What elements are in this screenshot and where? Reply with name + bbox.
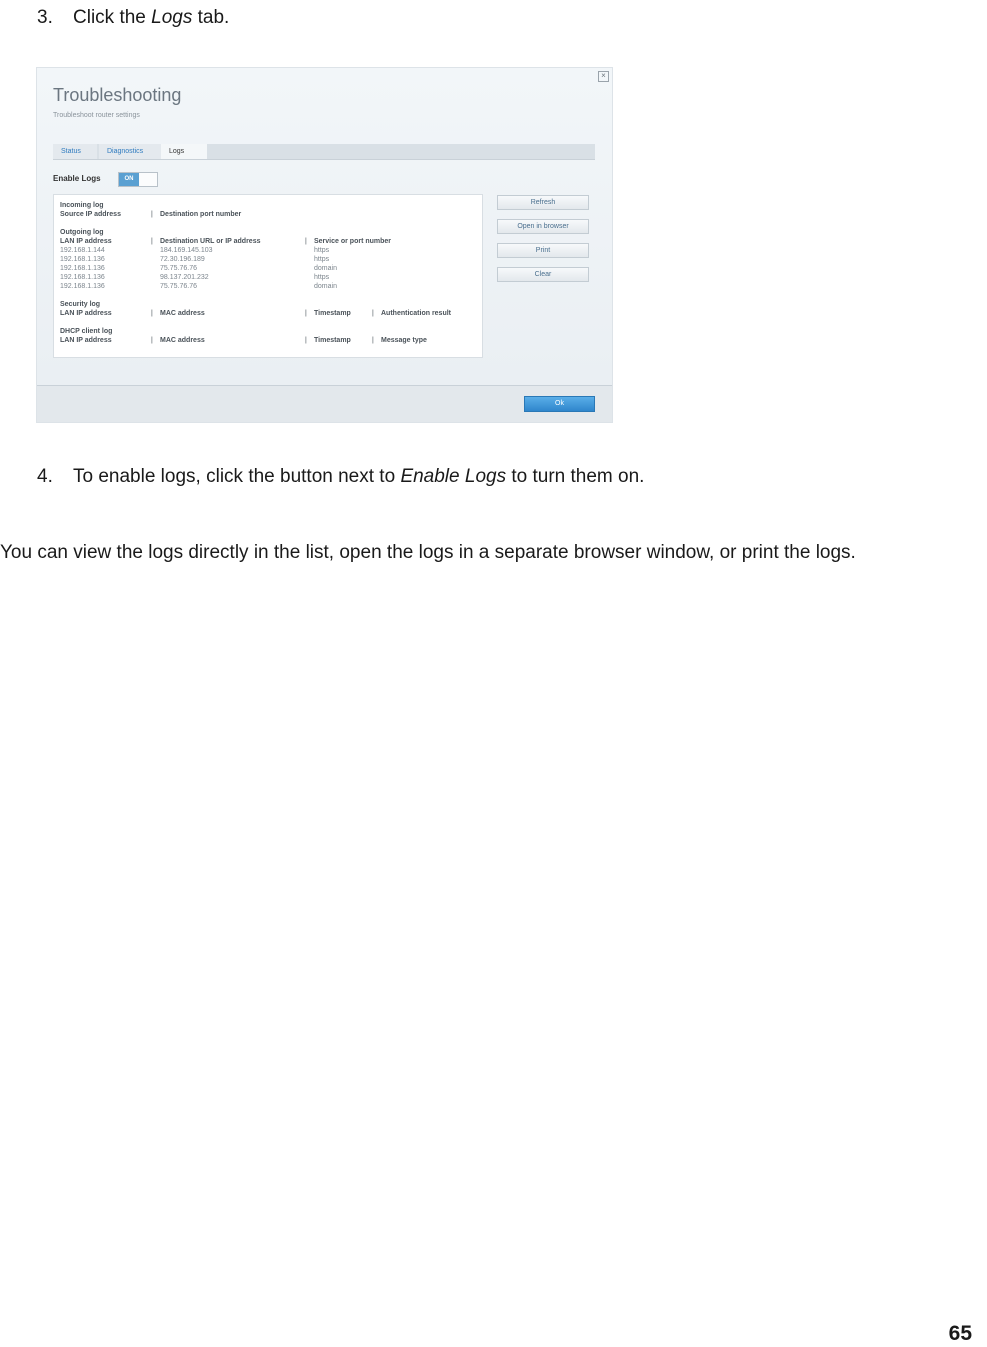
toggle-on-state: ON <box>119 173 139 186</box>
column-separator: | <box>151 211 153 218</box>
security-col-mac: MAC address <box>160 310 205 317</box>
outgoing-col-dest-url: Destination URL or IP address <box>160 238 261 245</box>
ok-button[interactable]: Ok <box>524 396 595 412</box>
row-destination: 184.169.145.103 <box>160 247 213 254</box>
outgoing-log-heading: Outgoing log <box>60 229 104 236</box>
step-emphasis: Enable Logs <box>400 466 507 487</box>
incoming-col-source: Source IP address <box>60 211 121 218</box>
step-number: 3. <box>37 7 53 28</box>
row-lan-ip: 192.168.1.136 <box>60 283 105 290</box>
security-log-heading: Security log <box>60 301 101 308</box>
dhcp-col-lan-ip: LAN IP address <box>60 337 112 344</box>
body-paragraph: You can view the logs directly in the list, open the logs in a separate browser window, or print the logs. <box>0 542 856 563</box>
enable-logs-label: Enable Logs <box>53 174 101 183</box>
dhcp-col-mac: MAC address <box>160 337 205 344</box>
tab-diagnostics[interactable]: Diagnostics <box>99 144 161 159</box>
incoming-log-heading: Incoming log <box>60 202 104 209</box>
tab-bar <box>53 144 595 160</box>
open-in-browser-button[interactable]: Open in browser <box>497 219 589 234</box>
dhcp-col-timestamp: Timestamp <box>314 337 351 344</box>
step-number: 4. <box>37 466 53 487</box>
row-service: domain <box>314 265 337 272</box>
incoming-col-dest-port: Destination port number <box>160 211 242 218</box>
row-service: https <box>314 247 330 254</box>
row-destination: 98.137.201.232 <box>160 274 209 281</box>
security-col-lan-ip: LAN IP address <box>60 310 112 317</box>
step-text-end: tab. <box>192 7 230 28</box>
step-text: To enable logs, click the button next to <box>73 466 401 487</box>
security-col-timestamp: Timestamp <box>314 310 351 317</box>
row-lan-ip: 192.168.1.136 <box>60 274 105 281</box>
dhcp-log-heading: DHCP client log <box>60 328 113 335</box>
column-separator: | <box>151 310 153 317</box>
step-4 <box>37 466 644 488</box>
step-text: Click the <box>73 7 152 28</box>
outgoing-col-service: Service or port number <box>314 238 392 245</box>
troubleshooting-screenshot <box>36 67 613 423</box>
column-separator: | <box>151 238 153 245</box>
clear-button[interactable]: Clear <box>497 267 589 282</box>
outgoing-col-lan-ip: LAN IP address <box>60 238 112 245</box>
close-icon[interactable]: × <box>598 71 609 82</box>
row-lan-ip: 192.168.1.136 <box>60 256 105 263</box>
dialog-subtitle: Troubleshoot router settings <box>53 112 140 119</box>
tab-status[interactable]: Status <box>53 144 97 159</box>
row-lan-ip: 192.168.1.144 <box>60 247 105 254</box>
tab-logs[interactable]: Logs <box>161 144 207 159</box>
column-separator: | <box>305 310 307 317</box>
row-lan-ip: 192.168.1.136 <box>60 265 105 272</box>
column-separator: | <box>305 238 307 245</box>
column-separator: | <box>372 310 374 317</box>
row-destination: 72.30.196.189 <box>160 256 205 263</box>
security-col-auth-result: Authentication result <box>381 310 452 317</box>
column-separator: | <box>372 337 374 344</box>
row-service: https <box>314 256 330 263</box>
row-destination: 75.75.76.76 <box>160 265 197 272</box>
enable-logs-toggle[interactable] <box>118 172 158 187</box>
column-separator: | <box>305 337 307 344</box>
log-list <box>53 194 483 358</box>
step-emphasis: Logs <box>151 7 193 28</box>
print-button[interactable]: Print <box>497 243 589 258</box>
page-number: 65 <box>948 1322 972 1345</box>
row-service: https <box>314 274 330 281</box>
refresh-button[interactable]: Refresh <box>497 195 589 210</box>
dhcp-col-message-type: Message type <box>381 337 427 344</box>
step-3 <box>37 7 229 29</box>
column-separator: | <box>151 337 153 344</box>
step-text-end: to turn them on. <box>506 466 645 487</box>
row-destination: 75.75.76.76 <box>160 283 197 290</box>
row-service: domain <box>314 283 337 290</box>
dialog-title: Troubleshooting <box>53 85 182 105</box>
